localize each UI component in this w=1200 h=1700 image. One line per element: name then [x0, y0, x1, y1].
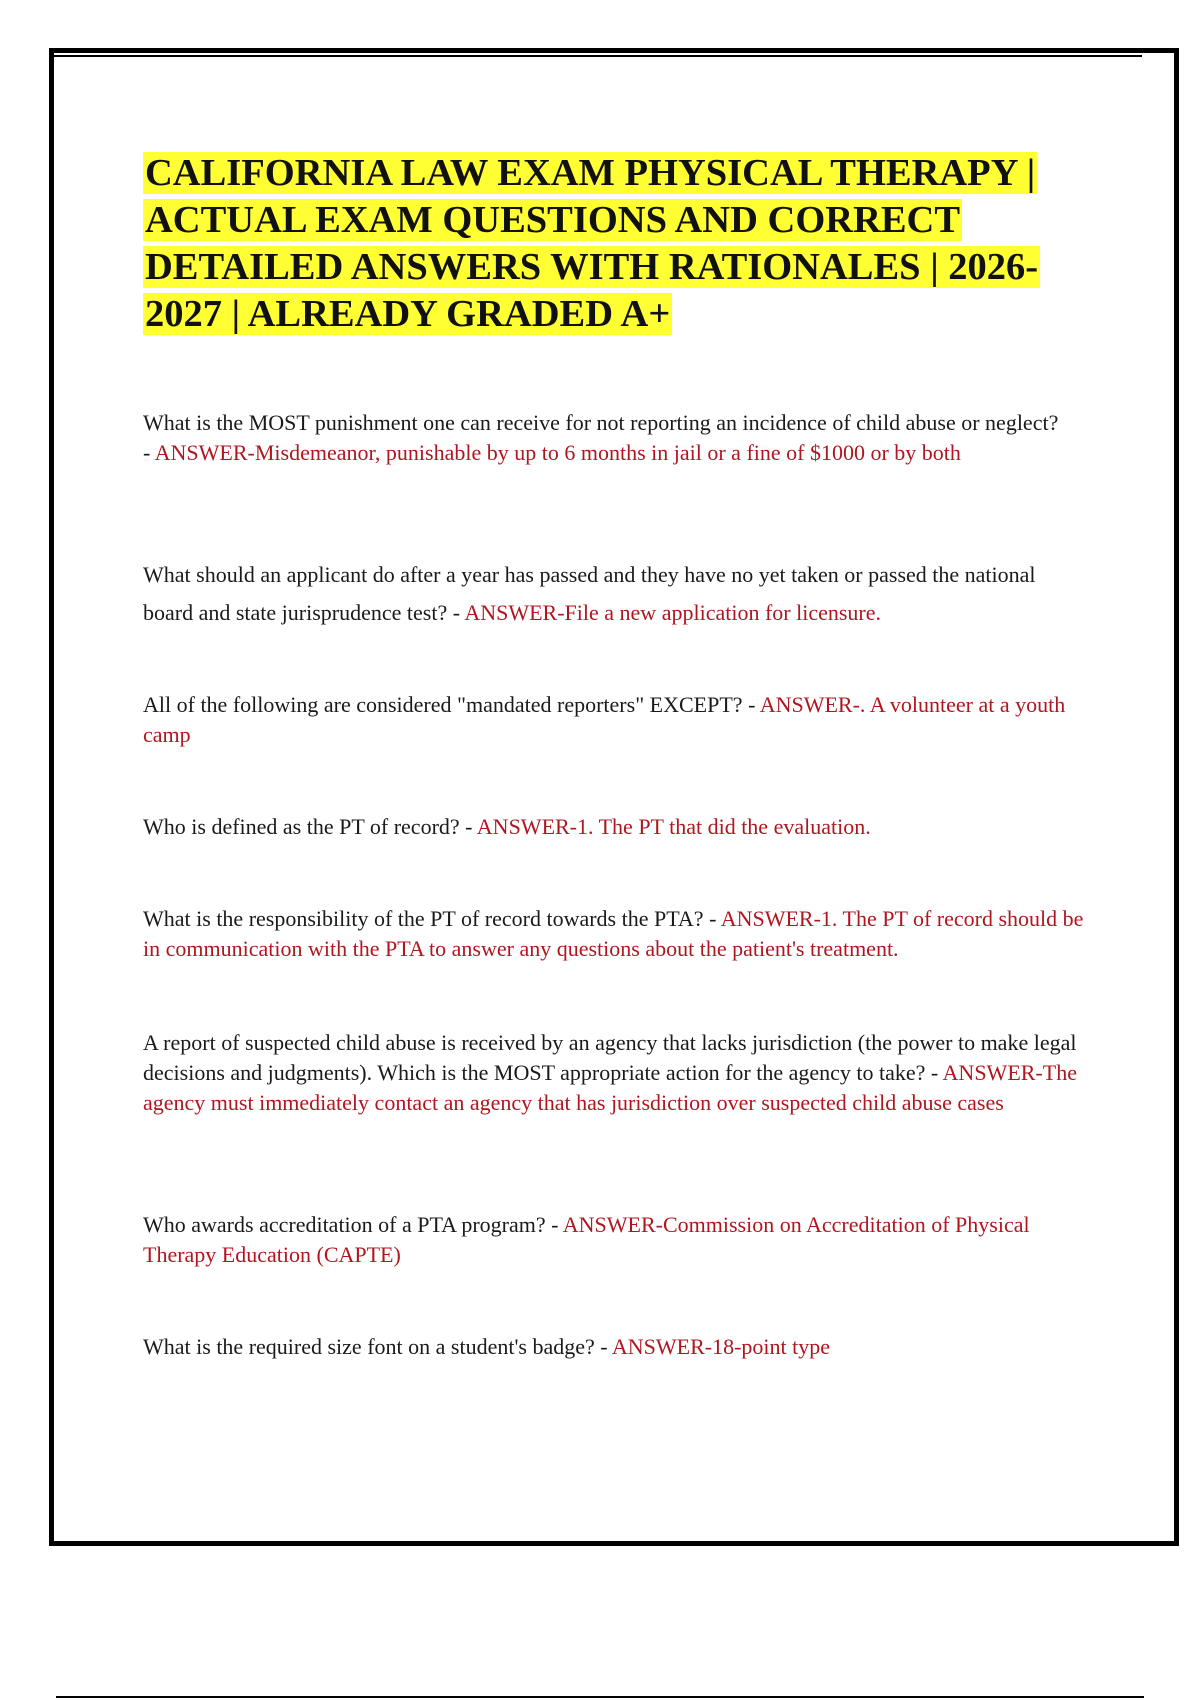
- answer-separator: -: [742, 692, 760, 717]
- question-text: Who is defined as the PT of record?: [143, 814, 460, 839]
- answer-text: ANSWER-. A volunteer at a youth camp: [143, 692, 1066, 747]
- answer-separator: -: [545, 1212, 563, 1237]
- answer-separator: -: [703, 906, 721, 931]
- answer-text: ANSWER-File a new application for licensure.: [464, 600, 882, 625]
- answer-text: ANSWER-18-point type: [611, 1334, 831, 1359]
- page-bottom-rule: [56, 1696, 1144, 1698]
- qa-item-2: [143, 556, 1089, 632]
- qa-item-3: [143, 690, 1089, 750]
- question-text: What is the MOST punishment one can receive for not reporting an incidence of child abuse or neglect?: [143, 410, 1059, 435]
- answer-separator: -: [594, 1334, 612, 1359]
- answer-separator: -: [143, 440, 155, 465]
- title-highlight: CALIFORNIA LAW EXAM PHYSICAL THERAPY | ACTUAL EXAM QUESTIONS AND CORRECT DETAILED ANSWERS WITH RATIONALES | 2026-2027 | ALREADY GRADED A+: [145, 152, 1039, 335]
- answer-text: ANSWER-The agency must immediately contact an agency that has jurisdiction over suspected child abuse cases: [143, 1060, 1077, 1115]
- qa-item-5: [143, 904, 1089, 964]
- qa-item-8: [143, 1332, 1089, 1362]
- question-text: What should an applicant do after a year has passed and they have no yet taken or passed the national board and state jurisprudence test?: [143, 562, 1036, 625]
- question-text: A report of suspected child abuse is received by an agency that lacks jurisdiction (the power to make legal decisions and judgments). Which is the MOST appropriate action for the agency to take?: [143, 1030, 1077, 1085]
- answer-text: ANSWER-1. The PT of record should be in communication with the PTA to answer any questions about the patient's treatment.: [143, 906, 1084, 961]
- question-text: Who awards accreditation of a PTA program?: [143, 1212, 546, 1237]
- qa-item-7: [143, 1210, 1089, 1270]
- question-text: All of the following are considered "mandated reporters" EXCEPT?: [143, 692, 743, 717]
- answer-separator: -: [459, 814, 477, 839]
- question-text: What is the responsibility of the PT of record towards the PTA?: [143, 906, 704, 931]
- qa-item-6: [143, 1028, 1089, 1118]
- answer-separator: -: [447, 600, 465, 625]
- answer-text: ANSWER-Misdemeanor, punishable by up to 6 months in jail or a fine of $1000 or by both: [154, 440, 961, 465]
- answer-text: ANSWER-Commission on Accreditation of Physical Therapy Education (CAPTE): [143, 1212, 1030, 1267]
- answer-separator: -: [925, 1060, 943, 1085]
- document-title: [143, 150, 1093, 338]
- qa-item-1: [143, 408, 1089, 468]
- question-text: What is the required size font on a student's badge?: [143, 1334, 595, 1359]
- answer-text: ANSWER-1. The PT that did the evaluation.: [476, 814, 871, 839]
- qa-item-4: [143, 812, 1089, 842]
